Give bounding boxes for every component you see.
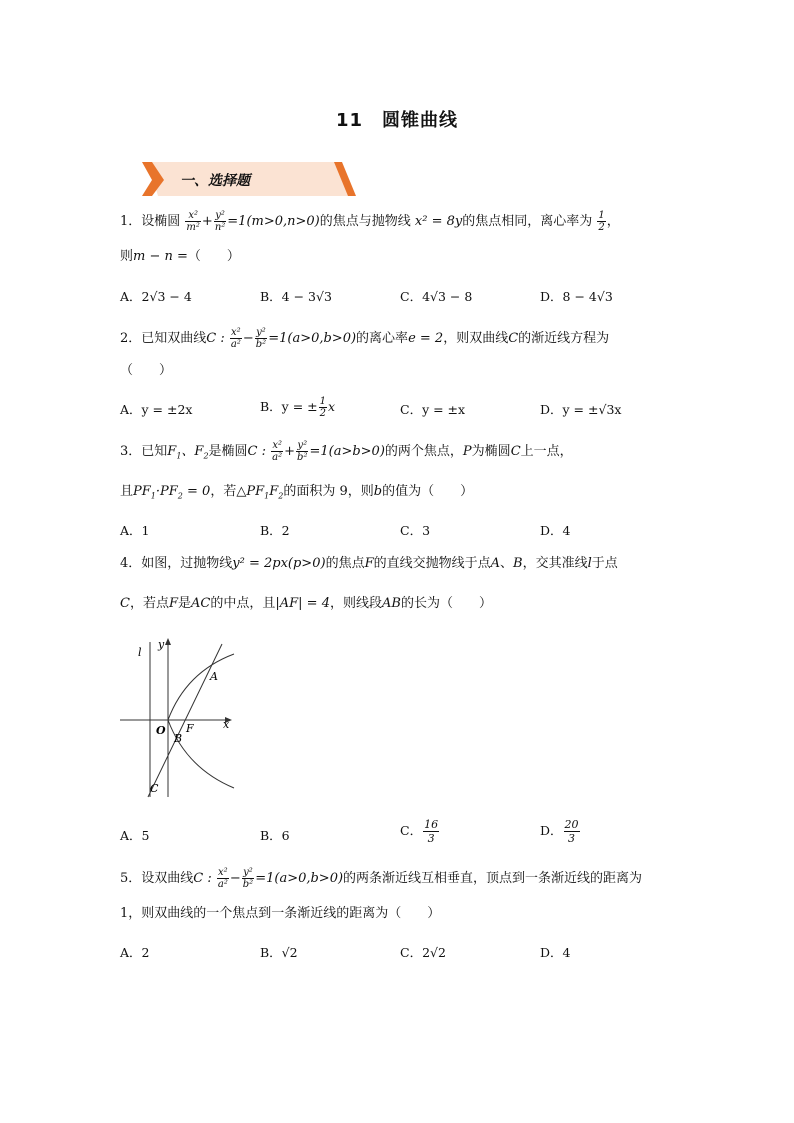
q5-line2: 1，则双曲线的一个焦点到一条渐近线的距离为（ ）: [120, 906, 441, 921]
q3-option-b[interactable]: B．2: [260, 523, 290, 538]
q4-line2: C，若点F是AC的中点，且|AF| = 4，则线段AB的长为（ ）: [120, 596, 492, 611]
q3-text: 且: [120, 484, 134, 499]
q4-option-a[interactable]: A．5: [120, 828, 150, 843]
q3-line1: 3．已知$F_1$、$F_2$是椭圆C : $\frac{\text{x²}}{\text{a²}}$ + $\frac{\text{y²}}{\text{b²}}$ =1(a>b>0)的两个焦点，P为椭圆C上一点，: [120, 440, 573, 463]
q4-text: ，则线段: [329, 596, 382, 611]
fig-label-f: F: [186, 722, 194, 735]
q1-text: （ ）: [187, 249, 240, 264]
q3-text: 的值为（ ）: [382, 484, 474, 499]
q3-text: 的两个焦点，: [384, 444, 463, 459]
q2-option-d[interactable]: D．y = ±√3x: [540, 402, 622, 417]
q3-text: 为椭圆: [471, 444, 511, 459]
fig-label-o: O: [156, 724, 166, 737]
q2-option-c[interactable]: C．y = ±x: [400, 402, 466, 417]
q2-line2: （ ）: [120, 363, 173, 378]
fig-label-l: l: [138, 646, 142, 659]
q4-text: 的长为（ ）: [400, 596, 492, 611]
q2-option-b[interactable]: B．y = ± $\frac{1}{2}$ x: [260, 396, 336, 419]
q4-line1: 4．如图，过抛物线y² = 2px(p>0)的焦点F的直线交抛物线于点A、B，交其准线l于点: [120, 556, 618, 571]
q5-option-b[interactable]: B．√2: [260, 945, 298, 960]
q4-text: 于点: [591, 556, 618, 571]
q2-text: ，则双曲线: [443, 331, 509, 346]
q1-option-d[interactable]: D．8 − 4√3: [540, 289, 613, 304]
page-title: 11 圆锥曲线: [335, 110, 459, 131]
q4-text: 是: [178, 596, 192, 611]
fig-label-c: C: [150, 782, 159, 795]
fig-label-a: A: [210, 670, 218, 683]
q3-text: 3．已知: [120, 444, 168, 459]
q3-text: ，若: [210, 484, 237, 499]
q2-text: 的渐近线方程为: [518, 331, 610, 346]
q1-line1: 1．设椭圆 $\frac{\text{x²}}{\text{m²}}$ + $\frac{\text{y²}}{\text{n²}}$ =1(m>0,n>0)的焦点与抛物线 x² = 8y的焦点相同，离心率为 $\frac{1}{2}$ ，: [120, 210, 620, 233]
q4-option-d[interactable]: D． $\frac{20}{3}$: [540, 818, 579, 845]
fig-label-b: B: [174, 732, 183, 745]
q4-text: ，若点: [129, 596, 169, 611]
fig-label-y: y: [158, 638, 165, 651]
section-heading: 一、选择题: [180, 173, 250, 189]
q1-text: 的焦点相同，离心率为: [462, 214, 593, 229]
q1-text: 则: [120, 249, 134, 264]
q4-option-c[interactable]: C． $\frac{16}{3}$: [400, 818, 439, 845]
q1-option-c[interactable]: C．4√3 − 8: [400, 289, 473, 304]
q3-text: 的面积为 9，则: [283, 484, 374, 499]
q2-line1: 2．已知双曲线C : $\frac{\text{x²}}{\text{a²}}$ − $\frac{\text{y²}}{\text{b²}}$ =1(a>0,b>0)的离心率e = 2，则双曲线C的渐近线方程为: [120, 327, 610, 350]
q3-option-a[interactable]: A．1: [120, 523, 150, 538]
q1-line2: 则m − n =（ ）: [120, 249, 240, 264]
q2-text: 的离心率: [356, 331, 409, 346]
q1-option-b[interactable]: B．4 − 3√3: [260, 289, 332, 304]
q3-text: 是椭圆: [208, 444, 248, 459]
q1-option-a[interactable]: A．2√3 − 4: [120, 289, 192, 304]
q3-option-c[interactable]: C．3: [400, 523, 431, 538]
q4-text: 4．如图，过抛物线: [120, 556, 233, 571]
q5-line1: 5．设双曲线C : $\frac{\text{x²}}{\text{a²}}$ − $\frac{\text{y²}}{\text{b²}}$ =1(a>0,b>0)的两条渐近线互相垂直，顶点到一条渐近线的距离为: [120, 867, 643, 890]
q4-text: 的中点，且: [210, 596, 276, 611]
q3-line2: 且$PF_1\cdot PF_2 = 0$，若$\triangle PF_1F_2$的面积为 9，则b的值为（ ）: [120, 484, 474, 501]
q2-option-a[interactable]: A．y = ±2x: [120, 402, 193, 417]
q2-text: 2．已知双曲线: [120, 331, 207, 346]
q5-text: 5．设双曲线: [120, 871, 194, 886]
fig-label-x: x: [223, 718, 230, 731]
q5-option-a[interactable]: A．2: [120, 945, 150, 960]
q5-text: 的两条渐近线互相垂直，顶点到一条渐近线的距离为: [343, 871, 643, 886]
q4-option-b[interactable]: B．6: [260, 828, 290, 843]
q3-text: 上一点，: [520, 444, 573, 459]
q5-option-c[interactable]: C．2√2: [400, 945, 446, 960]
q3-option-d[interactable]: D．4: [540, 523, 571, 538]
q4-text: 的焦点: [325, 556, 365, 571]
parabola-figure: [116, 632, 244, 802]
q1-text: 1．设椭圆: [120, 214, 181, 229]
q5-option-d[interactable]: D．4: [540, 945, 571, 960]
q1-text: 的焦点与抛物线: [319, 214, 411, 229]
q4-text: 的直线交抛物线于点: [373, 556, 491, 571]
q4-text: ，交其准线: [522, 556, 588, 571]
